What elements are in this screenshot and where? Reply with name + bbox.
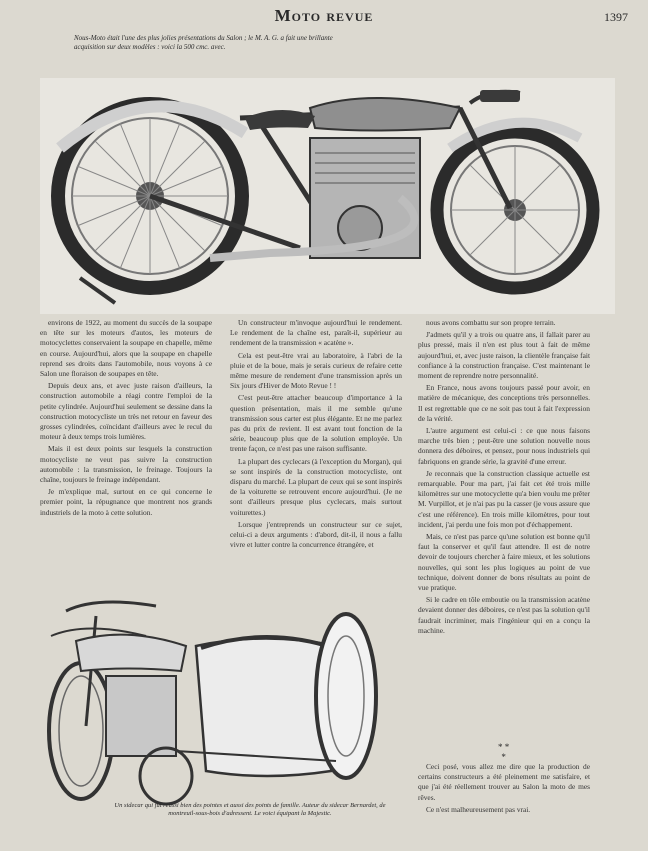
paragraph: En France, nous avons toujours passé pour avoir, en matière de mécanique, des conceptions très personnelles. Il est regrettable que ce ne soit pas tout à fait l'expression de la vérité.	[418, 383, 590, 423]
text-column-3	[418, 318, 590, 638]
page-number: 1397	[604, 10, 628, 24]
paragraph: C'est peut-être attacher beaucoup d'importance à la question présentation, mais il me semble qu'une transmission sous carter est plus élégante. Et ne me parlez pas du prix de revient. Il est avant tout fonction de la série, beaucoup plus que de la solution employée. Un trente façon, ce n'est pas une raison suffisante.	[230, 393, 402, 454]
section-separator: * * *	[498, 742, 510, 762]
text-column-1	[40, 318, 212, 520]
paragraph: nous avons combattu sur son propre terrain.	[426, 318, 556, 327]
paragraph: Un constructeur m'invoque aujourd'hui le rendement. Le rendement de la chaîne est, paraît-il, supérieur au rendement de la transmission « acatène ».	[230, 318, 402, 348]
paragraph: Ce n'est malheureusement pas vrai.	[426, 804, 531, 814]
paragraph: Je reconnais que la construction classique actuelle est remarquable. Pour ma part, j'ai fait cet été trois mille kilomètres sur une motocyclette qu'a bien voulu me prêter M. Vurpillot, et je n'ai pas pu la casser (je vous assure que c'est une référence). En trois mille kilomètres, pour tout incident, j'ai perdu une fois mon pot d'échappement.	[418, 468, 590, 529]
paragraph: Depuis deux ans, et avec juste raison d'ailleurs, la construction automobile a réagi contre l'emploi de la petite cylindrée. Aujourd'hui seulement se dessine dans la construction motocycliste un très net retour en faveur des grosses cylindrées, coïncidant d'ailleurs avec le recul du moteur à deux temps trois lumières.	[40, 381, 212, 442]
motorcycle-illustration	[40, 78, 615, 314]
sidecar-illustration	[36, 576, 386, 806]
paragraph: La plupart des cyclecars (à l'exception du Morgan), qui se sont inspirés de la construction motocycliste, ont disparu du marché. La plupart de ceux qui se sont inspirés de la voiturette se retrouvent encore aujourd'hui. (Je ne sont d'ailleurs presque plus cyclecars, mais surtout voiturettes.)	[230, 456, 402, 517]
text-column-3-lower	[418, 762, 590, 817]
paragraph: environs de 1922, au moment du succès de la soupape en tête sur les moteurs d'autos, les moteurs de motocyclettes conservaient la soupape en chapelle, même en course. Aujourd'hui, alors que la soupape en chapelle reprend ses droits dans l'automobile, nous voyons à ce Salon une floraison de soupapes en tête.	[40, 318, 212, 379]
paragraph: Lorsque j'entreprends un constructeur sur ce sujet, celui-ci a deux arguments : d'abord, dit-il, il nous a fallu vivre et lutter contre la concurrence étrangère, et	[230, 519, 402, 550]
paragraph: Ceci posé, vous allez me dire que la production de certains constructeurs a été pleinement me satisfaire, et que j'ai été réellement trouver au Salon la moto de mes rêves.	[418, 762, 590, 802]
drawing-caption: Un sidecar qui fût réussi bien des pointes et aussi des points de famille. Auteur du sidecar Bernardet, de montreuil-sous-bois d'adressent. Le voici équipant la Majestic.	[114, 802, 386, 817]
paragraph: Je m'explique mal, surtout en ce qui concerne le premier point, la répugnance que montrent nos grands industriels de la moto à cette solution.	[40, 487, 212, 517]
paragraph: Mais il est deux points sur lesquels la construction motocycliste ne veut pas suivre la construction automobile : la transmission, le freinage. Toujours la chaîne, toujours le freinage indépendant.	[40, 444, 212, 485]
paragraph: Mais, ce n'est pas parce qu'une solution est bonne qu'il faut la conserver et qu'il faut attendre. Il est de notre devoir de toujours chercher à faire mieux, et les solutions nouvelles, qui sont les plus logiques au point de vue technique, doivent donner de bons résultats au point de vue pratique.	[418, 532, 590, 593]
text-column-2	[230, 318, 402, 552]
paragraph: L'autre argument est celui-ci : ce que nous faisons marche très bien ; peut-être une solution nouvelle nous donnera des déboires, et pensez, pour nous industriels qui fabriquons en grande série, la gravité d'une erreur.	[418, 426, 590, 466]
paragraph: Si le cadre en tôle emboutie ou la transmission acatène devaient donner des déboires, ce n'est pas la solution qu'il faudrait incriminer, mais l'ingénieur qui en a conçu la machine.	[418, 595, 590, 635]
motorcycle-photo	[40, 78, 615, 314]
paragraph: J'admets qu'il y a trois ou quatre ans, il fallait parer au plus pressé, mais il n'en est plus tout à fait de même aujourd'hui, et, avec juste raison, la clientèle française fait confiance à la construction française. C'est maintenant le moment de reprendre notre personnalité.	[418, 330, 590, 381]
photo-caption: Nous-Moto était l'une des plus jolies présentations du Salon ; le M. A. G. a fait une brillante acquisition sur deux modèles : voici la 500 cmc. avec.	[74, 34, 333, 51]
sidecar-drawing	[36, 576, 386, 806]
masthead-title: Moto revue	[274, 6, 374, 25]
paragraph: Cela est peut-être vrai au laboratoire, à l'abri de la pluie et de la boue, mais je serais curieux de refaire cette même mesure de rendement d'une transmission après un Six jours d'Hiver de Moto Revue ! !	[230, 350, 402, 391]
